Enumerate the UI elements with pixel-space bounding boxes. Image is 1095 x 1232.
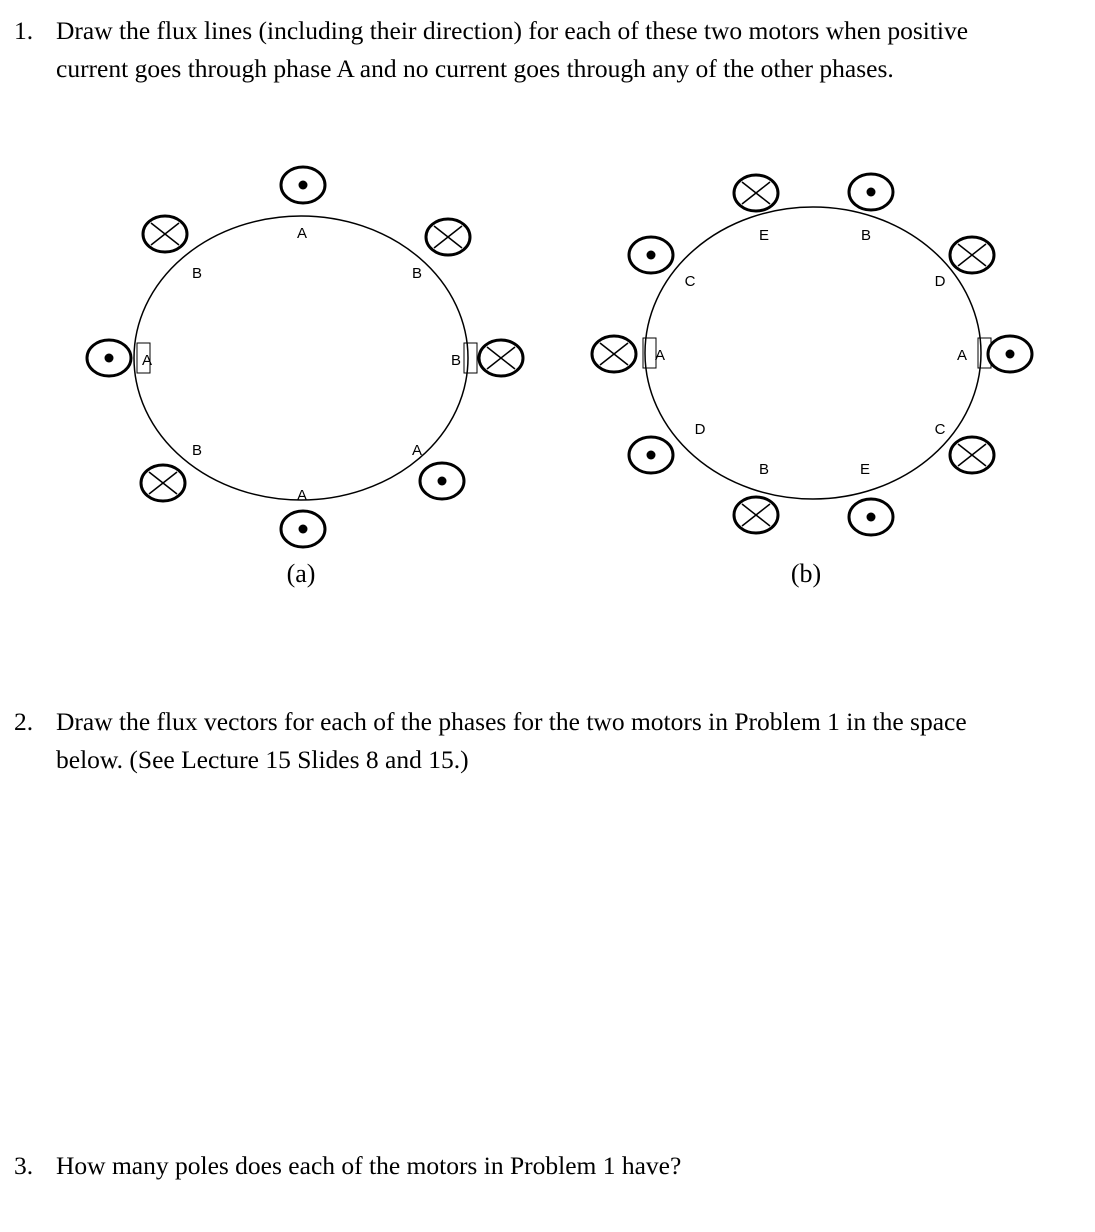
- figure-b-conductor-in-cross-icon: [592, 336, 636, 372]
- figure-b-conductor-in-cross-icon: [950, 437, 994, 473]
- figure-a: [87, 167, 523, 588]
- figure-b-phase-label: E: [758, 226, 770, 244]
- figure-b-phase-label: C: [934, 420, 946, 438]
- figure-b-conductor-in-cross-icon: [734, 497, 778, 533]
- figure-a-conductor-in-cross-icon: [426, 219, 470, 255]
- figure-a-caption: (a): [286, 559, 316, 588]
- figure-b-phase-label: B: [758, 460, 770, 478]
- figure-b-phase-label: D: [934, 272, 946, 290]
- figure-a-conductor-out-dot-icon: [281, 167, 325, 203]
- question-3: [14, 1147, 1084, 1185]
- question-1-line-2: current goes through phase A and no current goes through any of the other phases.: [56, 54, 894, 83]
- figure-a-conductor-in-cross-icon: [141, 465, 185, 501]
- figure-a-conductor-out-dot-icon: [87, 340, 131, 376]
- figure-a-phase-label: A: [141, 351, 153, 369]
- figure-b-conductor-in-cross-icon: [734, 175, 778, 211]
- figure-b-conductor-out-dot-icon: [629, 437, 673, 473]
- figure-b-conductor-out-dot-icon: [849, 174, 893, 210]
- figure-b-phase-label: A: [956, 346, 968, 364]
- figure-b-phase-label: B: [860, 226, 872, 244]
- figure-a-conductor-out-dot-icon: [420, 463, 464, 499]
- figure-b-conductor-out-dot-icon: [988, 336, 1032, 372]
- question-1-line-1: Draw the flux lines (including their direction) for each of these two motors when positive: [56, 16, 969, 45]
- question-2-line-2: below. (See Lecture 15 Slides 8 and 15.): [56, 745, 469, 774]
- question-3-number: 3.: [14, 1151, 34, 1180]
- figure-b-conductor-in-cross-icon: [950, 237, 994, 273]
- figure-a-phase-label: B: [191, 441, 203, 459]
- figure-a-phase-label: A: [296, 486, 308, 504]
- figure-a-conductor-in-cross-icon: [479, 340, 523, 376]
- question-2-line-1: Draw the flux vectors for each of the phases for the two motors in Problem 1 in the space: [56, 707, 967, 736]
- figure-a-phase-label: A: [296, 224, 308, 242]
- figure-b-caption: (b): [790, 559, 822, 588]
- figure-b-phase-label: E: [859, 460, 871, 478]
- figure-b-stator: [645, 207, 981, 499]
- question-2: [14, 703, 1084, 779]
- figure-b-conductor-out-dot-icon: [849, 499, 893, 535]
- figure-a-phase-label: B: [411, 264, 423, 282]
- question-3-line-1: How many poles does each of the motors in Problem 1 have?: [56, 1151, 682, 1180]
- question-1-number: 1.: [14, 16, 34, 45]
- figure-b-conductor-out-dot-icon: [629, 237, 673, 273]
- figure-b: [592, 174, 1032, 588]
- figure-b-phase-label: A: [654, 346, 666, 364]
- figure-a-phase-label: B: [191, 264, 203, 282]
- figure-a-conductor-out-dot-icon: [281, 511, 325, 547]
- question-2-number: 2.: [14, 707, 34, 736]
- figure-a-slot-right: [464, 343, 477, 373]
- figure-b-phase-label: D: [694, 420, 706, 438]
- figure-a-phase-label: A: [411, 441, 423, 459]
- figure-b-phase-label: C: [684, 272, 696, 290]
- figure-a-phase-label: B: [450, 351, 462, 369]
- figure-a-conductor-in-cross-icon: [143, 216, 187, 252]
